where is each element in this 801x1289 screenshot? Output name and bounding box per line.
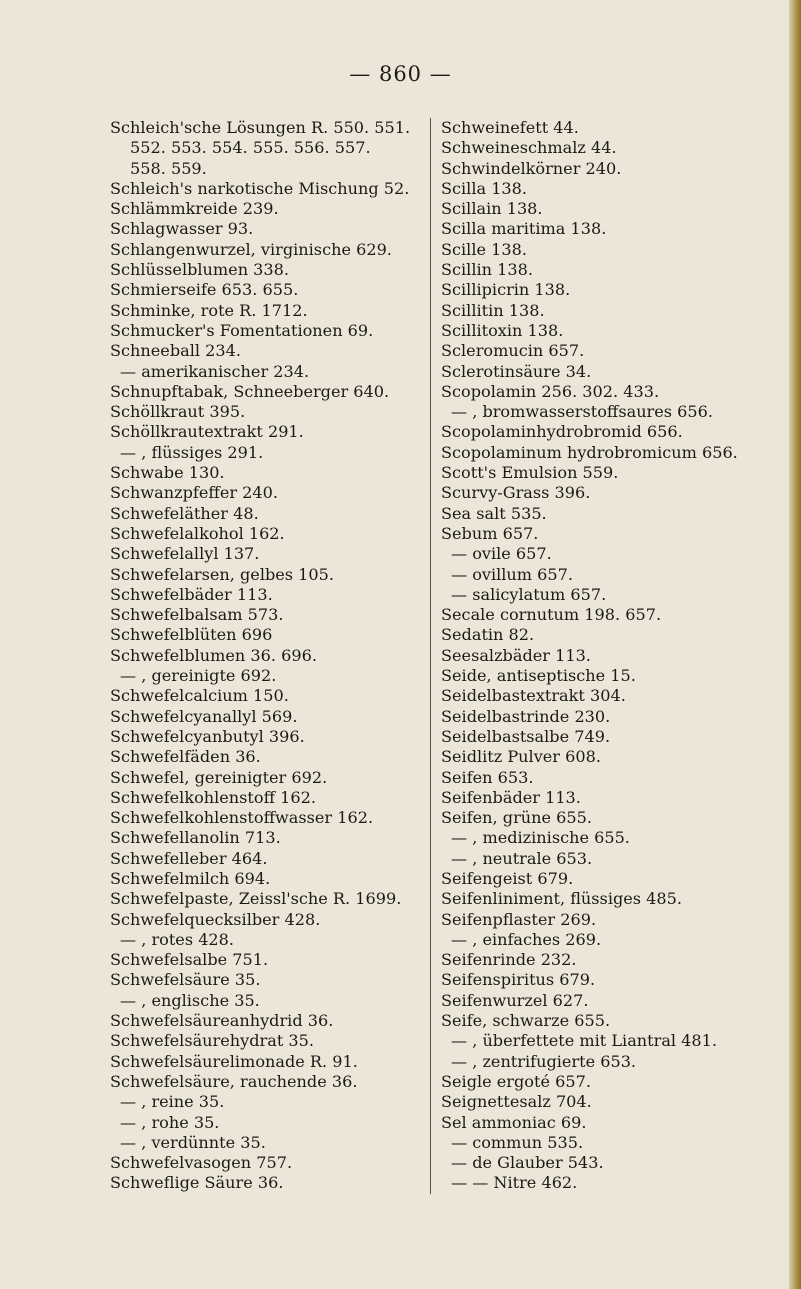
- index-entry: Scillitoxin 138.: [441, 320, 564, 340]
- index-entry: Schleich's narkotische Mischung 52.: [110, 178, 410, 198]
- index-entry: Sel ammoniac 69.: [441, 1112, 587, 1132]
- index-entry: Schnupftabak, Schneeberger 640.: [110, 381, 390, 401]
- index-entry: Scillipicrin 138.: [441, 280, 571, 300]
- index-subentry: — de Glauber 543.: [451, 1153, 604, 1173]
- index-entry: Seidelbastsalbe 749.: [441, 726, 611, 746]
- index-entry: Seifenrinde 232.: [441, 950, 577, 970]
- index-subentry: — , flüssiges 291.: [120, 442, 264, 462]
- index-entry: Schlüsselblumen 338.: [110, 260, 290, 280]
- index-entry: Seifenpflaster 269.: [441, 909, 597, 929]
- index-entry: Seifengeist 679.: [441, 868, 574, 888]
- index-entry: Seide, antiseptische 15.: [441, 666, 636, 686]
- index-entry: Schwefelsäurelimonade R. 91.: [110, 1051, 358, 1071]
- index-column-left: [110, 118, 420, 1194]
- index-entry: Seifenwurzel 627.: [441, 990, 589, 1010]
- index-entry: Schwefelfäden 36.: [110, 747, 261, 767]
- index-entry: Schwefelallyl 137.: [110, 544, 260, 564]
- index-entry: Schneeball 234.: [110, 341, 241, 361]
- index-subentry: — amerikanischer 234.: [120, 361, 310, 381]
- index-entry: Schwefelalkohol 162.: [110, 523, 285, 543]
- index-entry: Schwefelquecksilber 428.: [110, 909, 321, 929]
- index-entry: Schwefelbäder 113.: [110, 584, 273, 604]
- index-entry: Sebum 657.: [441, 523, 539, 543]
- index-subentry: — — Nitre 462.: [451, 1173, 578, 1193]
- index-entry: Schmucker's Fomentationen 69.: [110, 320, 374, 340]
- index-entry-continuation: 558. 559.: [130, 158, 207, 178]
- page-edge-binding: [789, 0, 801, 1289]
- index-entry: Scurvy-Grass 396.: [441, 483, 591, 503]
- index-entry: Schwefelleber 464.: [110, 848, 268, 868]
- index-entry: Seifenbäder 113.: [441, 787, 581, 807]
- index-entry: Seifen 653.: [441, 767, 534, 787]
- index-entry: Secale cornutum 198. 657.: [441, 605, 662, 625]
- index-entry: Schwefelcyanbutyl 396.: [110, 726, 305, 746]
- index-entry: Scillitin 138.: [441, 300, 545, 320]
- index-subentry: — , englische 35.: [120, 990, 260, 1010]
- index-entry: Schöllkrautextrakt 291.: [110, 422, 304, 442]
- index-subentry: — , rohe 35.: [120, 1112, 220, 1132]
- index-entry: Scopolamin 256. 302. 433.: [441, 381, 660, 401]
- index-entry: Seidelbastextrakt 304.: [441, 686, 626, 706]
- index-entry: Scillin 138.: [441, 260, 533, 280]
- index-subentry: — , gereinigte 692.: [120, 666, 277, 686]
- index-entry: Seifen, grüne 655.: [441, 808, 592, 828]
- index-entry: Schwefelcyanallyl 569.: [110, 706, 298, 726]
- index-subentry: — salicylatum 657.: [451, 584, 607, 604]
- page-number: — 860 —: [349, 62, 452, 86]
- index-subentry: — , bromwasserstoffsaures 656.: [451, 402, 713, 422]
- index-entry: Seesalzbäder 113.: [441, 645, 591, 665]
- index-entry: Schlangenwurzel, virginische 629.: [110, 239, 392, 259]
- index-subentry: — , neutrale 653.: [451, 848, 593, 868]
- index-entry: Sclerotinsäure 34.: [441, 361, 592, 381]
- index-entry: Schwefelpaste, Zeissl'sche R. 1699.: [110, 889, 402, 909]
- index-entry-continuation: 552. 553. 554. 555. 556. 557.: [130, 138, 371, 158]
- index-entry: Schwefeläther 48.: [110, 503, 259, 523]
- index-entry: Scilla maritima 138.: [441, 219, 607, 239]
- index-entry: Seidlitz Pulver 608.: [441, 747, 601, 767]
- index-entry: Schwefelsalbe 751.: [110, 950, 269, 970]
- index-entry: Schöllkraut 395.: [110, 402, 246, 422]
- index-entry: Schwefelbalsam 573.: [110, 605, 284, 625]
- index-entry: Schmierseife 653. 655.: [110, 280, 299, 300]
- index-entry: Schwabe 130.: [110, 463, 225, 483]
- index-subentry: — , einfaches 269.: [451, 929, 602, 949]
- index-entry: Schwefelsäure, rauchende 36.: [110, 1071, 358, 1091]
- index-entry: Schwefelcalcium 150.: [110, 686, 289, 706]
- index-subentry: — , zentrifugierte 653.: [451, 1051, 637, 1071]
- index-subentry: — ovile 657.: [451, 544, 552, 564]
- index-subentry: — , rotes 428.: [120, 929, 235, 949]
- index-entry: Schwefelkohlenstoffwasser 162.: [110, 808, 374, 828]
- index-entry: Schminke, rote R. 1712.: [110, 300, 308, 320]
- index-entry: Seifenliniment, flüssiges 485.: [441, 889, 682, 909]
- index-entry: Seidelbastrinde 230.: [441, 706, 611, 726]
- index-entry: Scleromucin 657.: [441, 341, 585, 361]
- index-entry: Seife, schwarze 655.: [441, 1011, 611, 1031]
- index-entry: Schwindelkörner 240.: [441, 158, 622, 178]
- index-entry: Schwefelarsen, gelbes 105.: [110, 564, 335, 584]
- index-entry: Schwefelsäurehydrat 35.: [110, 1031, 314, 1051]
- index-entry: Schlagwasser 93.: [110, 219, 254, 239]
- index-entry: Scopolaminhydrobromid 656.: [441, 422, 683, 442]
- index-entry: Schwefelvasogen 757.: [110, 1153, 293, 1173]
- index-subentry: — ovillum 657.: [451, 564, 574, 584]
- index-subentry: — , überfettete mit Liantral 481.: [451, 1031, 718, 1051]
- index-entry: Schlämmkreide 239.: [110, 199, 279, 219]
- index-subentry: — , reine 35.: [120, 1092, 225, 1112]
- index-subentry: — , medizinische 655.: [451, 828, 630, 848]
- index-entry: Scopolaminum hydrobromicum 656.: [441, 442, 738, 462]
- index-entry: Sea salt 535.: [441, 503, 547, 523]
- index-entry: Schwanzpfeffer 240.: [110, 483, 279, 503]
- index-subentry: — commun 535.: [451, 1132, 584, 1152]
- index-entry: Schweineschmalz 44.: [441, 138, 617, 158]
- index-entry: Schweinefett 44.: [441, 118, 579, 137]
- index-entry: Schwefelkohlenstoff 162.: [110, 787, 316, 807]
- index-entry: Schwefelsäure 35.: [110, 970, 261, 990]
- index-subentry: — , verdünnte 35.: [120, 1132, 266, 1152]
- index-entry: Scott's Emulsion 559.: [441, 463, 619, 483]
- index-entry: Schwefelmilch 694.: [110, 868, 271, 888]
- index-entry: Seignettesalz 704.: [441, 1092, 592, 1112]
- index-entry: Schwefellanolin 713.: [110, 828, 281, 848]
- index-column-right: [430, 118, 761, 1194]
- index-entry: Schleich'sche Lösungen R. 550. 551.: [110, 118, 411, 137]
- index-entry: Seifenspiritus 679.: [441, 970, 596, 990]
- index-entry: Scille 138.: [441, 239, 527, 259]
- index-entry: Schwefelblüten 696: [110, 625, 273, 645]
- index-entry: Schwefelblumen 36. 696.: [110, 645, 317, 665]
- index-entry: Schwefelsäureanhydrid 36.: [110, 1011, 334, 1031]
- index-entry: Schweflige Säure 36.: [110, 1173, 284, 1193]
- index-entry: Schwefel, gereinigter 692.: [110, 767, 328, 787]
- index-entry: Sedatin 82.: [441, 625, 535, 645]
- index-entry: Seigle ergoté 657.: [441, 1071, 591, 1091]
- index-entry: Scillain 138.: [441, 199, 543, 219]
- index-entry: Scilla 138.: [441, 178, 528, 198]
